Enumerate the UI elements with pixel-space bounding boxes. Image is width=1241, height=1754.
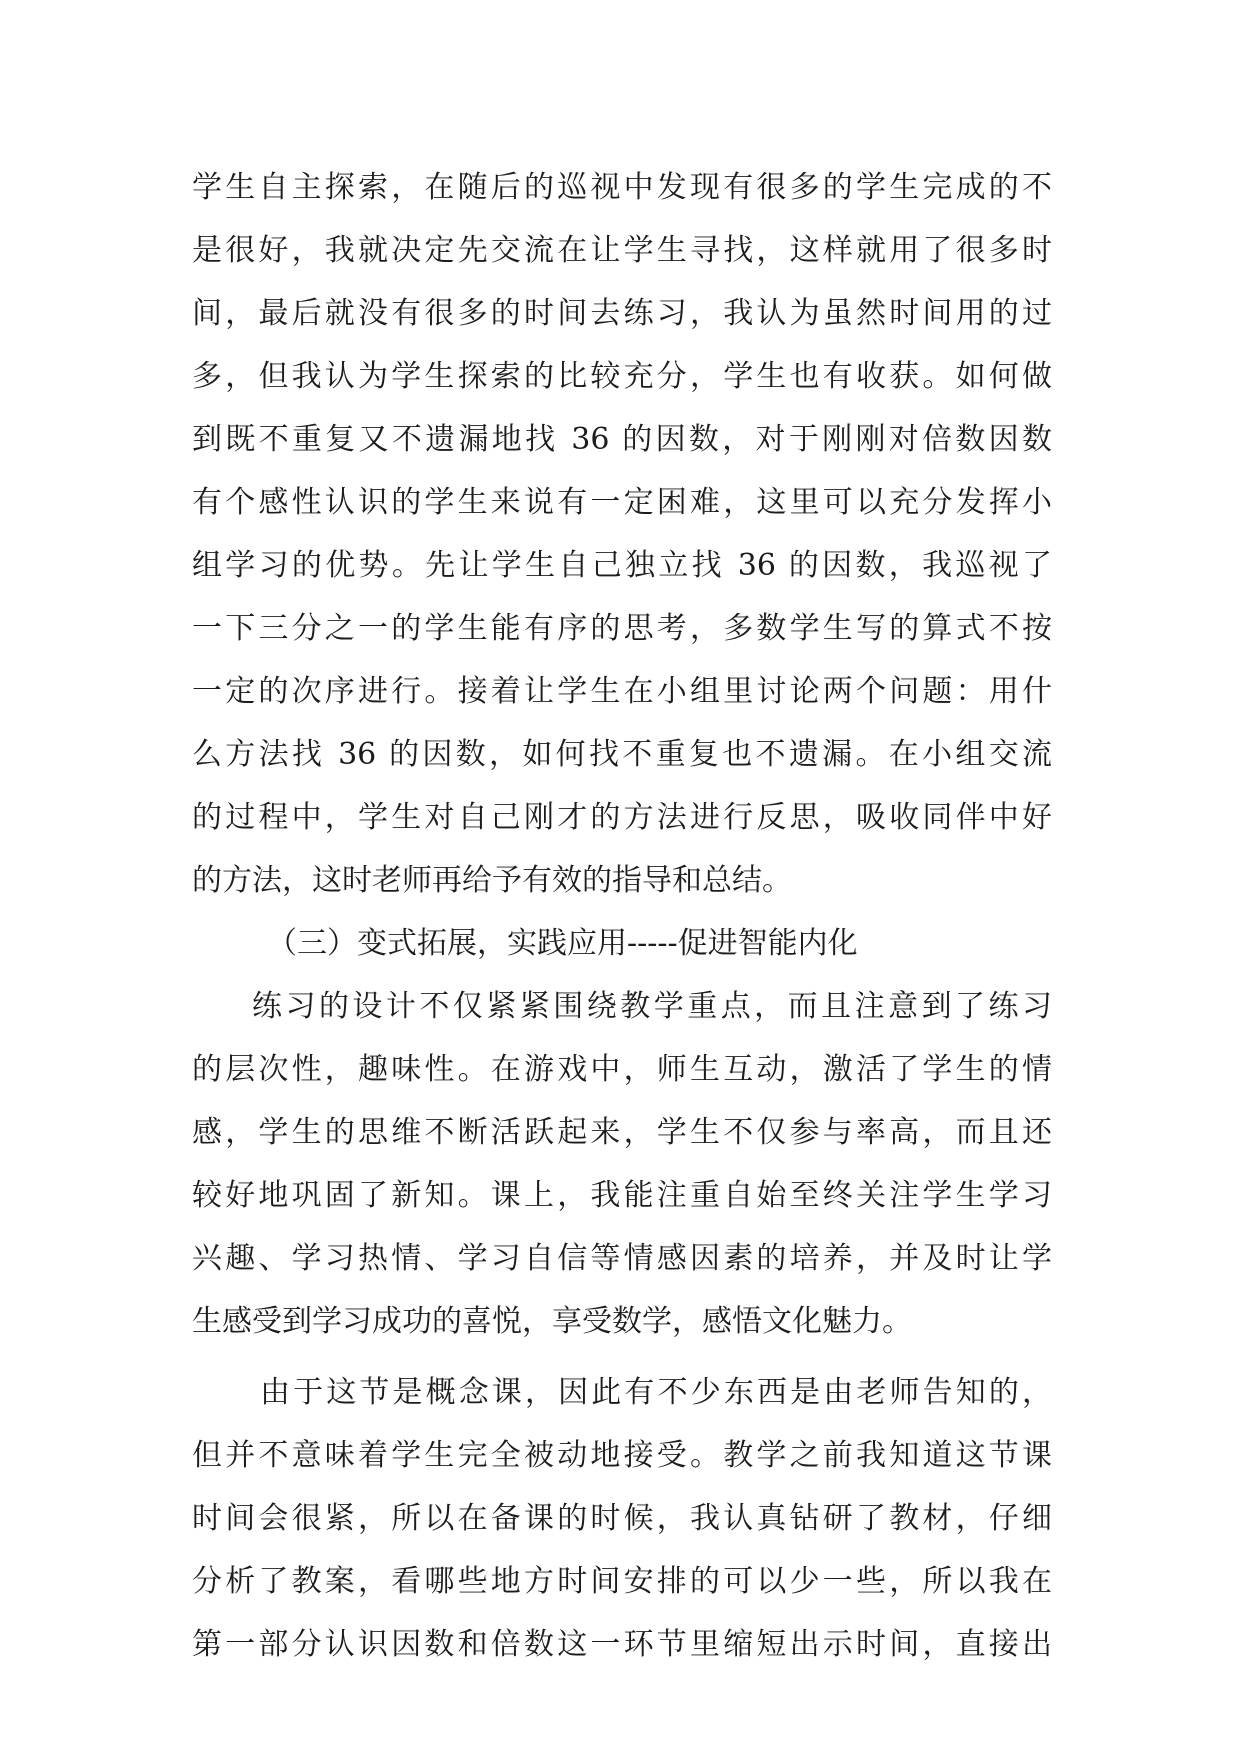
text-line: 的层次性，趣味性。在游戏中，师生互动，激活了学生的情 [192,1052,1052,1087]
text-line: 练习的设计不仅紧紧围绕教学重点，而且注意到了练习 [252,989,1052,1024]
text-line: 生感受到学习成功的喜悦，享受数学，感悟文化魅力。 [192,1304,912,1339]
text-line: 学生自主探索，在随后的巡视中发现有很多的学生完成的不 [192,170,1052,205]
text-line: 到既不重复又不遗漏地找 36 的因数，对于刚刚对倍数因数 [192,422,1052,457]
text-line: 一定的次序进行。接着让学生在小组里讨论两个问题：用什 [192,674,1052,709]
paragraph-gap [192,1353,1052,1361]
text-line: 一下三分之一的学生能有序的思考，多数学生写的算式不按 [192,611,1052,646]
paragraph-3 [192,1361,1052,1676]
text-line: 兴趣、学习热情、学习自信等情感因素的培养，并及时让学 [192,1241,1052,1276]
text-line: 是很好，我就决定先交流在让学生寻找，这样就用了很多时 [192,233,1052,268]
text-line: 由于这节是概念课，因此有不少东西是由老师告知的， [260,1375,1052,1410]
text-line: 较好地巩固了新知。课上，我能注重自始至终关注学生学习 [192,1178,1052,1213]
text-line: 分析了教案，看哪些地方时间安排的可以少一些，所以我在 [192,1564,1052,1599]
section-heading: （三）变式拓展，实践应用-----促进智能内化 [267,926,858,961]
document-body [192,156,1052,1676]
paragraph-1 [192,156,1052,912]
paragraph-2 [192,975,1052,1353]
text-line: 组学习的优势。先让学生自己独立找 36 的因数，我巡视了 [192,548,1052,583]
text-line: 的方法，这时老师再给予有效的指导和总结。 [192,863,792,898]
text-line: 的过程中，学生对自己刚才的方法进行反思，吸收同伴中好 [192,800,1052,835]
text-line: 但并不意味着学生完全被动地接受。教学之前我知道这节课 [192,1438,1052,1473]
text-line: 感，学生的思维不断活跃起来，学生不仅参与率高，而且还 [192,1115,1052,1150]
text-line: 第一部分认识因数和倍数这一环节里缩短出示时间，直接出 [192,1627,1052,1662]
text-line: 有个感性认识的学生来说有一定困难，这里可以充分发挥小 [192,485,1052,520]
text-line: 间，最后就没有很多的时间去练习，我认为虽然时间用的过 [192,296,1052,331]
text-line: 么方法找 36 的因数，如何找不重复也不遗漏。在小组交流 [192,737,1052,772]
text-line: 多，但我认为学生探索的比较充分，学生也有收获。如何做 [192,359,1052,394]
text-line: 时间会很紧，所以在备课的时候，我认真钻研了教材，仔细 [192,1501,1052,1536]
